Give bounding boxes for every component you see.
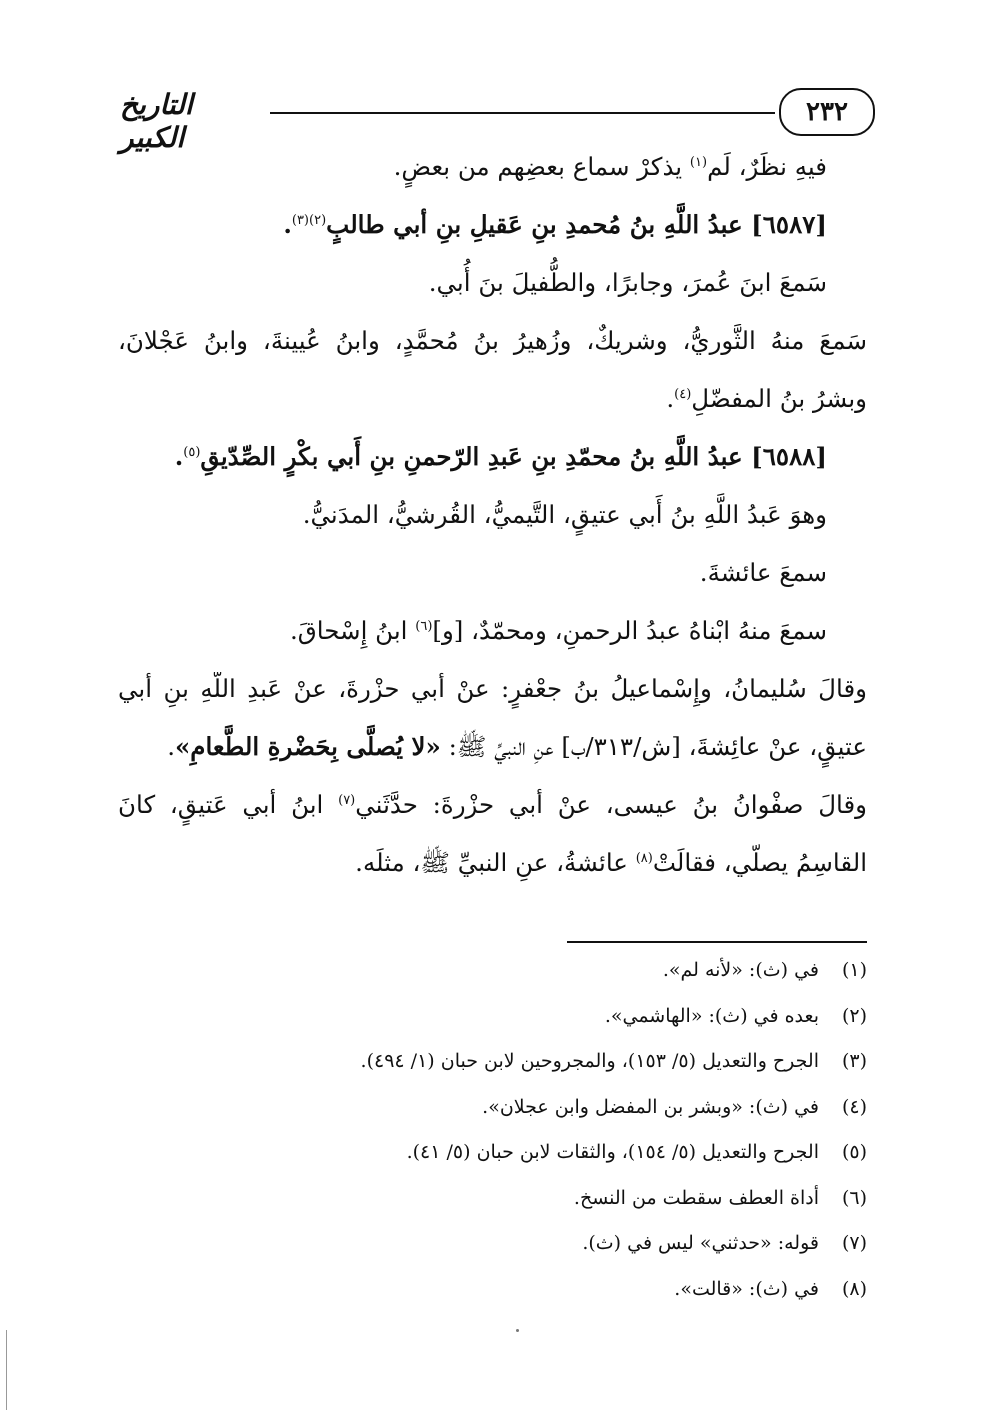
- footnote-ref: (١): [689, 154, 708, 170]
- footnote-text: بعده في (ث): «الهاشمي».: [604, 1004, 819, 1027]
- footnote: [118, 1049, 867, 1095]
- footnote-separator: [567, 941, 867, 943]
- footnote-number: (٦): [841, 1186, 867, 1209]
- footnote: [118, 1277, 867, 1323]
- footnote-number: (٣): [841, 1050, 867, 1072]
- text-line: [118, 498, 867, 556]
- text-line: [118, 556, 867, 614]
- text-span: فيهِ نظَرٌ، لَم: [707, 152, 827, 181]
- footnote-ref: (٤): [674, 386, 692, 402]
- entry-name: عبدُ اللَّهِ بنُ مُحمدِ بنِ عَقيلِ بنِ أبي طالبٍ: [326, 210, 752, 239]
- footnote-text: قوله: «حدثني» ليس في (ث).: [582, 1232, 819, 1254]
- text-line: [118, 150, 867, 208]
- text-span: عتيقٍ، عنْ عائِشةَ، [ش/٣١٣/ب] عنِ النبيِّ ﷺ:: [440, 732, 867, 761]
- footnote-number: (١): [841, 959, 867, 981]
- text-span: وقالَ صفْوانُ بنُ عيسى، عنْ أَبي حزْرةَ: حدَّثَني: [355, 790, 867, 819]
- entry-heading: [118, 208, 867, 266]
- text-span: سمعَ منهُ ابْناهُ عبدُ الرحمنِ، ومحمّدٌ، [و]: [432, 616, 827, 645]
- footnote-number: (٧): [841, 1232, 867, 1254]
- text-span: سَمعَ منهُ الثَّوريُّ، وشريكٌ، وزُهيرُ بنُ مُحمَّدٍ، وابنُ عُيينةَ، وابنُ عَجْلانَ،: [118, 326, 867, 355]
- text-span: وبشرُ بنُ المفضّلِ: [691, 384, 867, 413]
- text-span: يذكرْ سماع بعضِهم من بعضٍ.: [393, 152, 690, 181]
- footnote-number: (٥): [841, 1141, 867, 1163]
- footnote-number: (٢): [841, 1004, 867, 1027]
- text-span: .: [174, 442, 184, 471]
- text-span: سَمعَ ابنَ عُمرَ، وجابرًا، والطُّفيلَ بنَ أُبي.: [428, 268, 827, 297]
- entry-name: عبدُ اللَّهِ بنُ محمّدِ بنِ عَبدِ الرّحمنِ بنِ أَبي بكْرٍ الصِّدّيقِ: [200, 442, 752, 471]
- footnote-ref: (٢)(٣): [291, 212, 327, 228]
- main-text: [118, 150, 867, 904]
- text-line: [118, 324, 867, 382]
- text-span: .: [167, 732, 175, 761]
- footnote: [118, 1140, 867, 1186]
- footnote: [118, 1231, 867, 1277]
- text-span: القاسِمُ يصلّي، فقالَتْ: [652, 848, 867, 877]
- footnote-text: الجرح والتعديل (٥/ ١٥٤)، والثقات لابن حبان (٥/ ٤١).: [406, 1141, 819, 1163]
- text-line: [118, 730, 867, 788]
- hadith-text: «لا يُصلَّى بِحَضْرةِ الطَّعامِ»: [174, 732, 441, 761]
- footnote: [118, 1095, 867, 1141]
- footnote-text: في (ث): «لأنه لم».: [662, 959, 819, 981]
- text-span: وهوَ عَبدُ اللَّهِ بنُ أَبي عتيقٍ، التَّيميُّ، القُرشيُّ، المدَنيُّ.: [302, 500, 827, 529]
- text-line: [118, 382, 867, 440]
- footnote-ref: (٧): [338, 792, 356, 808]
- footnote-text: الجرح والتعديل (٥/ ١٥٣)، والمجروحين لابن حبان (١/ ٤٩٤).: [360, 1050, 819, 1072]
- footnote-ref: (٥): [183, 444, 201, 460]
- footnote: [118, 1186, 867, 1232]
- scan-dot: [516, 1329, 519, 1332]
- text-line: [118, 846, 867, 904]
- footnote-ref: (٦): [415, 618, 433, 634]
- footnotes: [118, 958, 867, 1322]
- footnote-number: (٤): [841, 1095, 867, 1118]
- text-line: [118, 788, 867, 846]
- text-span: ابنُ أَبي عَتيقٍ، كانَ: [118, 790, 339, 819]
- footnote: [118, 958, 867, 1004]
- text-span: .: [666, 384, 675, 413]
- footnote-text: في (ث): «قالت».: [674, 1277, 819, 1300]
- scan-edge-mark: [6, 1330, 7, 1410]
- page-number-badge: [779, 88, 875, 136]
- text-line: [118, 614, 867, 672]
- header-rule: [270, 112, 775, 114]
- text-span: .: [283, 210, 292, 239]
- text-span: ابنُ إِسْحاقَ.: [289, 616, 416, 645]
- footnote-text: أداة العطف سقطت من النسخ.: [573, 1186, 819, 1209]
- text-span: سمعَ عائشةَ.: [699, 558, 827, 587]
- footnote-ref: (٨): [635, 850, 653, 866]
- entry-number: [٦٥٨٨]: [751, 442, 827, 471]
- footnote: [118, 1004, 867, 1050]
- footnote-text: في (ث): «وبشر بن المفضل وابن عجلان».: [482, 1095, 819, 1118]
- page-number: ٢٣٢: [806, 97, 848, 127]
- text-span: وقالَ سُليمانُ، وإِسْماعيلُ بنُ جعْفرٍ: عنْ أَبي حزْرةَ، عنْ عَبدِ اللَّهِ بنِ أَبي: [118, 674, 867, 703]
- page-header: [120, 88, 875, 154]
- footnote-number: (٨): [841, 1277, 867, 1300]
- entry-heading: [118, 440, 867, 498]
- entry-number: [٦٥٨٧]: [751, 210, 827, 239]
- text-line: [118, 672, 867, 730]
- book-title: التاريخ الكبير: [120, 88, 193, 154]
- text-span: عائشةُ، عنِ النبيِّ ﷺ، مثلَه.: [355, 848, 636, 877]
- text-line: [118, 266, 867, 324]
